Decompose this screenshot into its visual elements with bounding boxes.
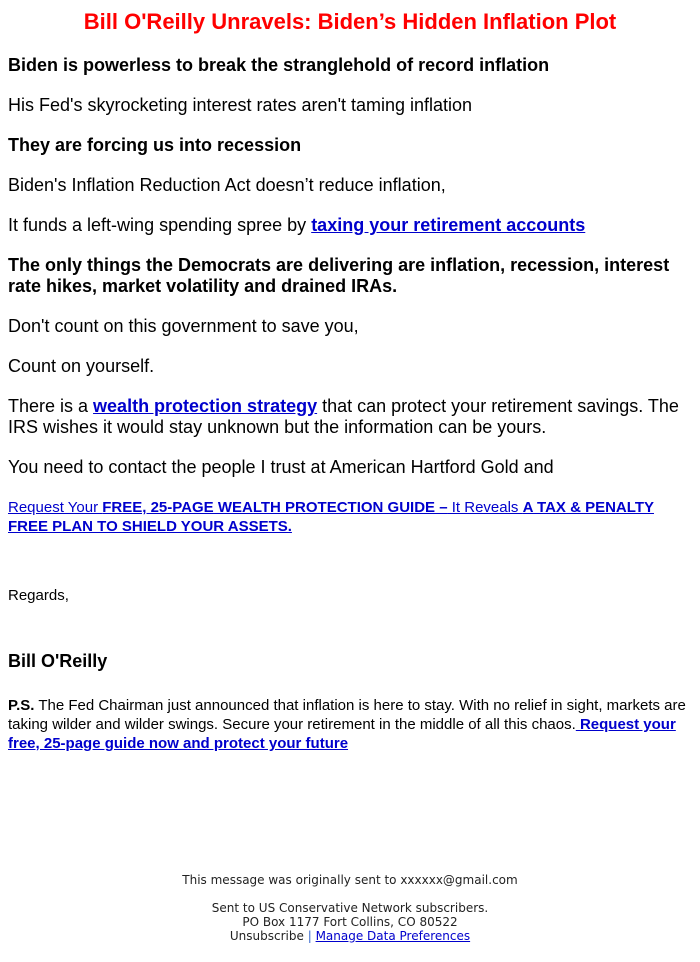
- paragraph-count-yourself: Count on yourself.: [8, 356, 155, 376]
- cta-part2: FREE, 25-PAGE WEALTH PROTECTION GUIDE –: [102, 499, 448, 516]
- manage-preferences-link[interactable]: Manage Data Preferences: [315, 929, 471, 943]
- wealth-protection-strategy-link[interactable]: wealth protection strategy: [93, 396, 318, 416]
- regards: Regards,: [8, 587, 69, 604]
- signature: Bill O'Reilly: [8, 651, 108, 671]
- paragraph-wealth-strategy: [8, 396, 692, 438]
- paragraph-powerless: Biden is powerless to break the stranglehold of record inflation: [8, 55, 550, 75]
- footer-separator: |: [307, 929, 312, 943]
- unsubscribe-link[interactable]: Unsubscribe: [229, 929, 304, 943]
- wealth-strategy-post: that can protect your retirement savings. The IRS wishes it would stay unknown but the information can be yours.: [8, 396, 679, 437]
- paragraph-democrats: The only things the Democrats are delivering are inflation, recession, interest rate hikes, market volatility and drained IRAs.: [8, 255, 670, 296]
- paragraph-recession: They are forcing us into recession: [8, 135, 302, 155]
- cta-part1: Request Your: [8, 499, 103, 516]
- ps-paragraph: [8, 696, 692, 753]
- paragraph-contact: You need to contact the people I trust at American Hartford Gold and: [8, 457, 554, 477]
- footer-network: Sent to US Conservative Network subscribers.: [211, 901, 489, 915]
- footer-sent-to: This message was originally sent to xxxxxx@gmail.com: [182, 873, 518, 887]
- footer-address: PO Box 1177 Fort Collins, CO 80522: [242, 915, 458, 929]
- footer-links: [0, 929, 700, 943]
- headline: Bill O'Reilly Unravels: Biden’s Hidden Inflation Plot: [83, 9, 617, 34]
- ps-text: The Fed Chairman just announced that inflation is here to stay. With no relief in sight, markets are taking wilder and wilder swings. Secure your retirement in the middle of all this chaos.: [8, 697, 686, 733]
- request-guide-link[interactable]: Request your free, 25-page guide now and protect your future: [8, 716, 676, 752]
- ps-label: P.S.: [8, 697, 35, 714]
- cta-part4: A TAX & PENALTY FREE PLAN TO SHIELD YOUR ASSETS.: [8, 499, 654, 535]
- footer-info: [0, 901, 700, 943]
- taxing-retirement-link[interactable]: taxing your retirement accounts: [311, 215, 586, 235]
- paragraph-fed-rates: His Fed's skyrocketing interest rates aren't taming inflation: [8, 95, 473, 115]
- paragraph-dont-count: Don't count on this government to save you,: [8, 316, 359, 336]
- email-body: [0, 9, 700, 753]
- cta-link[interactable]: [8, 499, 654, 535]
- spending-spree-text: It funds a left-wing spending spree by: [8, 215, 312, 235]
- cta-part3: It Reveals: [447, 499, 523, 516]
- paragraph-spending-spree: [8, 215, 692, 236]
- wealth-strategy-pre: There is a: [8, 396, 94, 416]
- paragraph-ira-act: Biden's Inflation Reduction Act doesn’t reduce inflation,: [8, 175, 446, 195]
- cta-paragraph: [8, 498, 692, 536]
